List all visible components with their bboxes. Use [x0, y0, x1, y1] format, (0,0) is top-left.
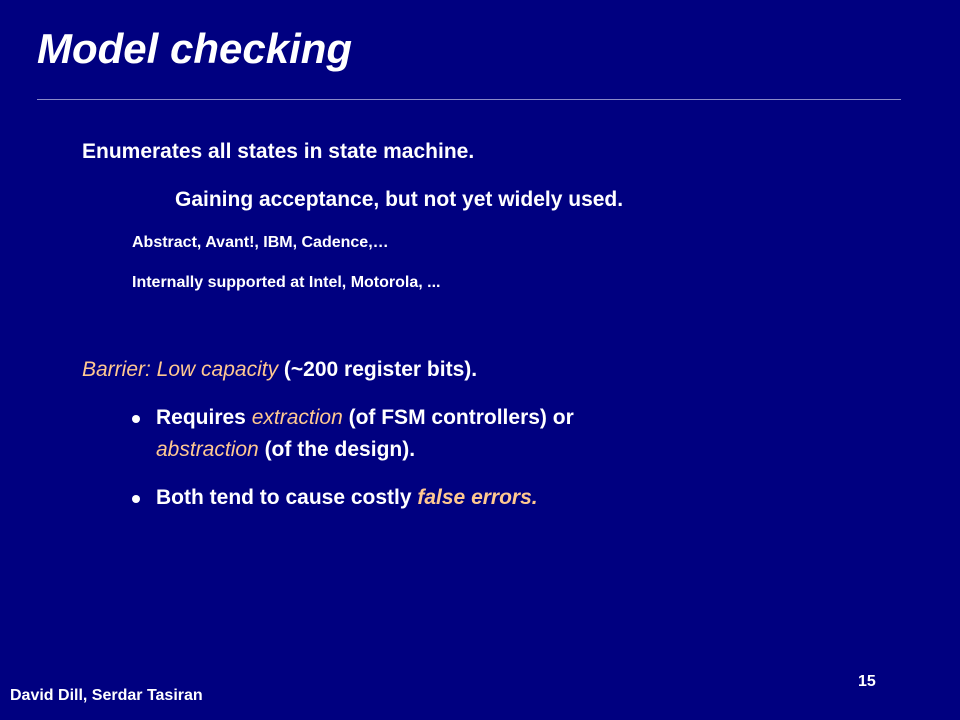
barrier-rest: (~200 register bits).: [278, 358, 478, 381]
barrier-accent: Barrier: Low capacity: [82, 358, 279, 381]
bullet-text: [156, 402, 892, 466]
statement-enumerates: Enumerates all states in state machine.: [82, 140, 475, 163]
statement-internal-support: Internally supported at Intel, Motorola, ...: [132, 274, 441, 291]
bullet-accent-abstraction: abstraction: [156, 438, 259, 461]
bullet-text-part: (of FSM controllers) or: [342, 406, 574, 429]
bullet-text-part: (of the design).: [258, 438, 416, 461]
page-number: 15: [858, 673, 876, 690]
bullet-dot-icon: [132, 495, 140, 503]
slide-title: Model checking: [37, 25, 353, 72]
bullet-item-extraction: [132, 402, 892, 466]
footer-author: David Dill, Serdar Tasiran: [10, 687, 203, 704]
bullet-accent-false-errors: false errors.: [417, 486, 538, 509]
barrier-statement: [82, 356, 477, 384]
bullet-item-false-errors: [132, 482, 892, 514]
statement-vendors: Abstract, Avant!, IBM, Cadence,…: [132, 234, 389, 251]
statement-acceptance: Gaining acceptance, but not yet widely used.: [175, 188, 624, 211]
bullet-text-part: Both tend to cause costly: [156, 486, 418, 509]
bullet-text: [156, 482, 892, 514]
bullet-dot-icon: [132, 415, 140, 423]
title-divider: [37, 99, 901, 100]
bullet-text-part: Requires: [156, 406, 252, 429]
bullet-accent-extraction: extraction: [251, 406, 343, 429]
